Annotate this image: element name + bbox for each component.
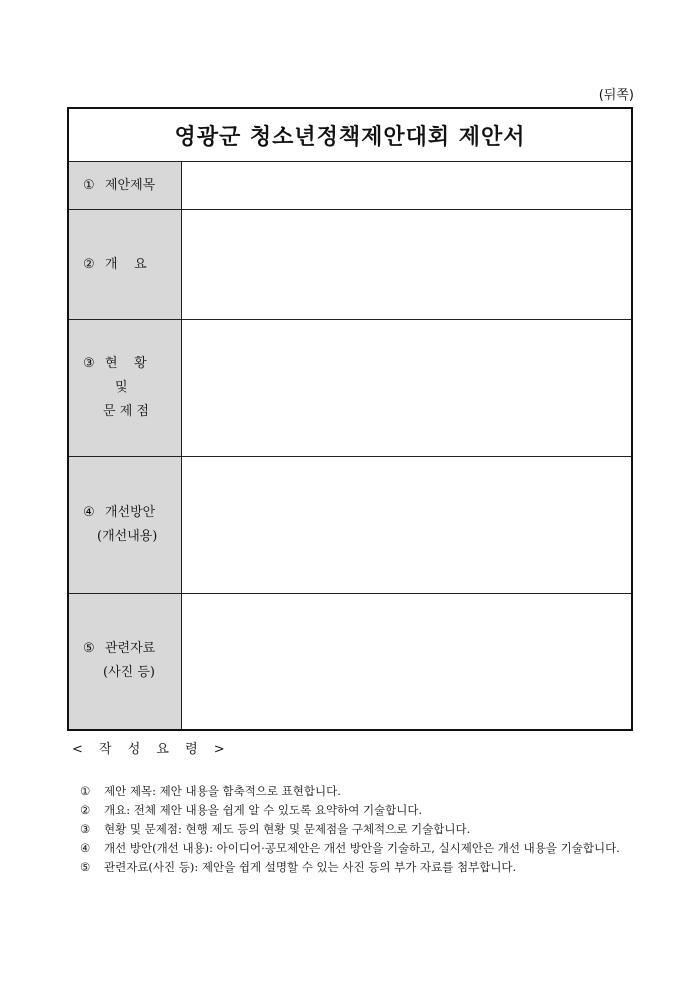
label-overview: ② 개 요 bbox=[68, 210, 182, 320]
form-title: 영광군 청소년정책제안대회 제안서 bbox=[68, 108, 632, 162]
guide-item: ② 개요: 전체 제안 내용을 쉽게 알 수 있도록 요약하여 기술합니다. bbox=[80, 803, 423, 817]
field-proposal-title[interactable] bbox=[182, 162, 633, 210]
writing-guide-list bbox=[80, 782, 640, 877]
label-proposal-title: ① 제안제목 bbox=[68, 162, 182, 210]
label-status-problems: ③ 현 황 및 문 제 점 bbox=[68, 320, 182, 457]
field-related-materials[interactable] bbox=[182, 594, 633, 730]
field-status-problems[interactable] bbox=[182, 320, 633, 457]
label-improvement-plan: ④ 개선방안 (개선내용) bbox=[68, 457, 182, 594]
page-side-label: (뒤쪽) bbox=[598, 88, 634, 103]
guide-item: ③ 현황 및 문제점: 현행 제도 등의 현황 및 문제점을 구체적으로 기술합니다. bbox=[80, 822, 471, 836]
writing-guide-title: < 작 성 요 령 > bbox=[72, 742, 231, 757]
label-related-materials: ⑤ 관련자료 (사진 등) bbox=[68, 594, 182, 730]
proposal-form-table bbox=[67, 107, 633, 731]
field-improvement-plan[interactable] bbox=[182, 457, 633, 594]
field-overview[interactable] bbox=[182, 210, 633, 320]
guide-item: ④ 개선 방안(개선 내용): 아이디어·공모제안은 개선 방안을 기술하고, 실시제안은 개선 내용을 기술합니다. bbox=[80, 841, 620, 855]
guide-item: ⑤ 관련자료(사진 등): 제안을 쉽게 설명할 수 있는 사진 등의 부가 자료를 첨부합니다. bbox=[80, 860, 517, 874]
guide-item: ① 제안 제목: 제안 내용을 함축적으로 표현합니다. bbox=[80, 784, 341, 798]
